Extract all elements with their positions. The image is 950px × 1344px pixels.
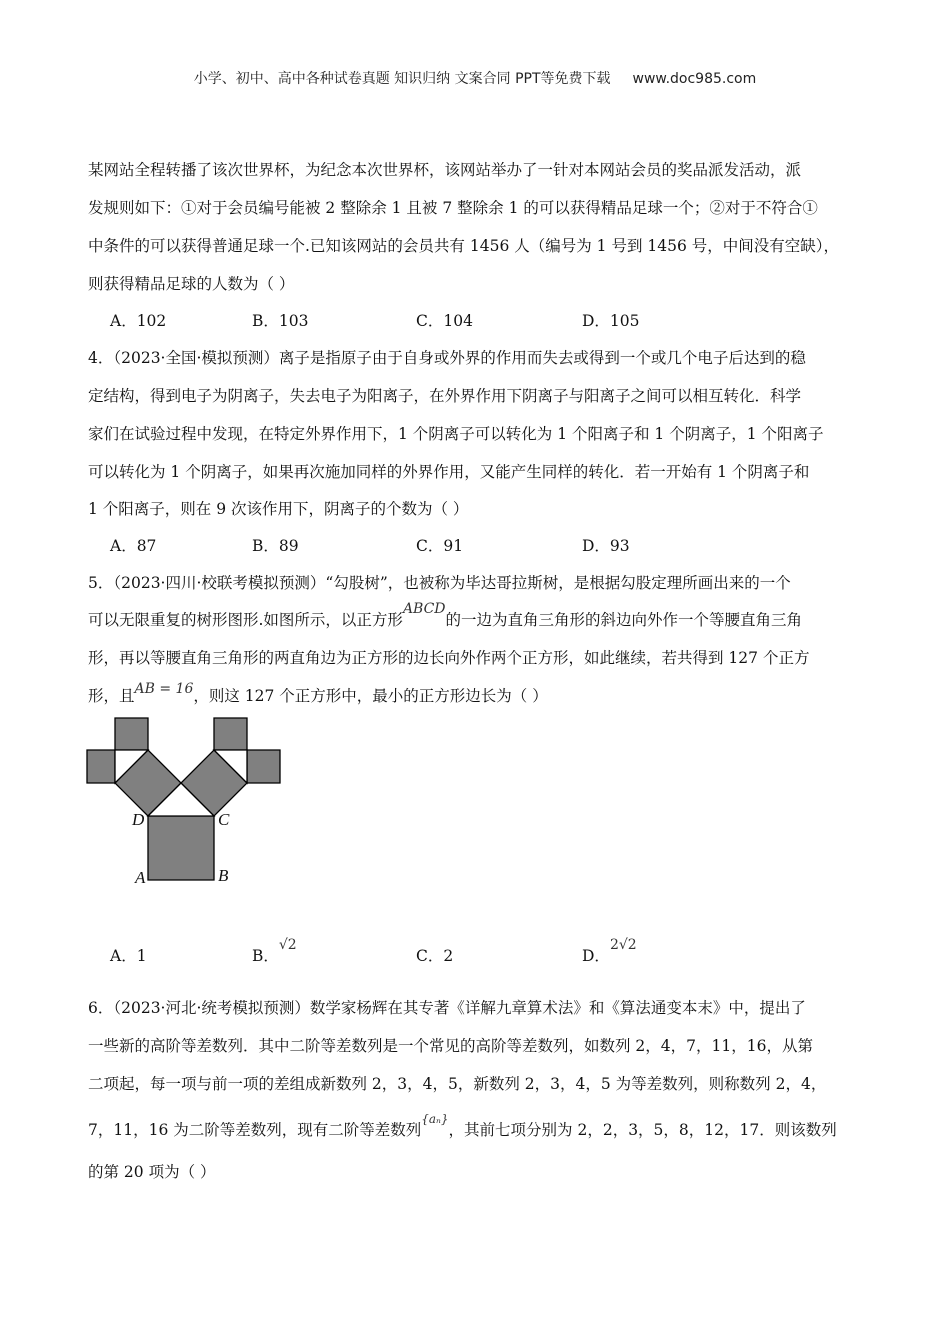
square-small-4: [247, 750, 280, 783]
header-url[interactable]: www.doc985.com: [632, 71, 757, 87]
q6-line-4-part-b: ，其前七项分别为 2，2，3，5，8，12，17．则该数列: [448, 1121, 837, 1139]
q4-line-1: 4．（2023·全国·模拟预测）离子是指原子由于自身或外界的作用而失去或得到一个或几个电子后达到的稳: [88, 349, 806, 367]
pythagoras-tree-figure: [86, 716, 286, 900]
q3-option-b: B．103: [252, 312, 309, 330]
q5-option-c: C．2: [416, 947, 454, 965]
label-c: C: [218, 810, 230, 829]
sequence-an: {aₙ}: [421, 1112, 449, 1126]
label-b: B: [218, 866, 229, 885]
q5-option-b: [252, 937, 297, 966]
page-header: [0, 68, 950, 88]
q5-line-4-part-b: ，则这 127 个正方形中，最小的正方形边长为（ ）: [193, 687, 548, 705]
q6-line-5: 的第 20 项为（ ）: [88, 1163, 216, 1181]
q3-line-3: 中条件的可以获得普通足球一个.已知该网站的会员共有 1456 人（编号为 1 号到 1456 号，中间没有空缺），: [88, 237, 839, 255]
q3-line-1: 某网站全程转播了该次世界杯，为纪念本次世界杯，该网站举办了一针对本网站会员的奖品派发活动，派: [88, 161, 802, 179]
q3-option-a: A．102: [110, 312, 167, 330]
q3-line-2: 发规则如下：①对于会员编号能被 2 整除余 1 且被 7 整除余 1 的可以获得精品足球一个；②对于不符合①: [88, 199, 818, 217]
q5-line-3: 形，再以等腰直角三角形的两直角边为正方形的边长向外作两个正方形，如此继续，若共得到 127 个正方: [88, 649, 810, 667]
q5-line-4-part-a: 形，且: [88, 687, 135, 705]
q4-line-2: 定结构，得到电子为阴离子，失去电子为阳离子，在外界作用下阴离子与阳离子之间可以相互转化．科学: [88, 387, 802, 405]
q5-line-2-part-a: 可以无限重复的树形图形.如图所示，以正方形: [88, 611, 403, 629]
q4-line-3: 家们在试验过程中发现，在特定外界作用下，1 个阴离子可以转化为 1 个阳离子和 1 个阴离子，1 个阳离子: [88, 425, 824, 443]
q5-option-b-label: B．: [252, 947, 279, 965]
square-small-3: [214, 718, 247, 750]
q5-line-2-part-b: 的一边为直角三角形的斜边向外作一个等腰直角三角: [445, 611, 803, 629]
q4-line-4: 可以转化为 1 个阴离子，如果再次施加同样的外界作用，又能产生同样的转化．若一开始有 1 个阴离子和: [88, 463, 810, 481]
q5-line-2: [88, 601, 803, 630]
q5-line-4: [88, 681, 548, 706]
q5-option-b-math: √2: [278, 937, 297, 953]
q4-option-b: B．89: [252, 537, 299, 555]
q6-line-1: 6．（2023·河北·统考模拟预测）数学家杨辉在其专著《详解九章算术法》和《算法通变本末》中，提出了: [88, 999, 806, 1017]
q5-option-d-label: D．: [582, 947, 610, 965]
q4-line-5: 1 个阳离子，则在 9 次该作用下，阴离子的个数为（ ）: [88, 500, 469, 518]
q3-line-4: 则获得精品足球的人数为（ ）: [88, 275, 295, 293]
q5-option-a: A．1: [110, 947, 147, 965]
q6-line-4-part-a: 7，11，16 为二阶等差数列，现有二阶等差数列: [88, 1121, 422, 1139]
square-small-1: [87, 750, 115, 783]
square-small-2: [115, 718, 148, 750]
q6-line-4: [88, 1112, 837, 1140]
pythagoras-tree-svg: [86, 716, 286, 896]
q5-option-d: [582, 937, 637, 966]
header-text: 小学、初中、高中各种试卷真题 知识归纳 文案合同 PPT等免费下载: [193, 71, 611, 87]
label-a: A: [135, 868, 146, 887]
abcd-label: ABCD: [402, 601, 446, 617]
square-abcd: [148, 816, 214, 880]
ab-equals-16: AB = 16: [134, 681, 194, 697]
q4-option-c: C．91: [416, 537, 464, 555]
q5-line-1: 5．（2023·四川·校联考模拟预测）“勾股树”，也被称为毕达哥拉斯树，是根据勾股定理所画出来的一个: [88, 574, 791, 592]
q3-option-d: D．105: [582, 312, 640, 330]
q6-line-3: 二项起，每一项与前一项的差组成新数列 2，3，4，5，新数列 2，3，4，5 为等差数列，则称数列 2，4，: [88, 1075, 827, 1093]
label-d: D: [132, 810, 145, 829]
q3-option-c: C．104: [416, 312, 473, 330]
q4-options: [110, 534, 810, 556]
q5-options: [110, 937, 810, 966]
q5-option-d-math: 2√2: [609, 937, 637, 953]
q4-option-d: D．93: [582, 537, 630, 555]
q4-option-a: A．87: [110, 537, 157, 555]
q3-options: [110, 309, 810, 331]
q6-line-2: 一些新的高阶等差数列．其中二阶等差数列是一个常见的高阶等差数列，如数列 2，4，7，11，16，从第: [88, 1037, 813, 1055]
